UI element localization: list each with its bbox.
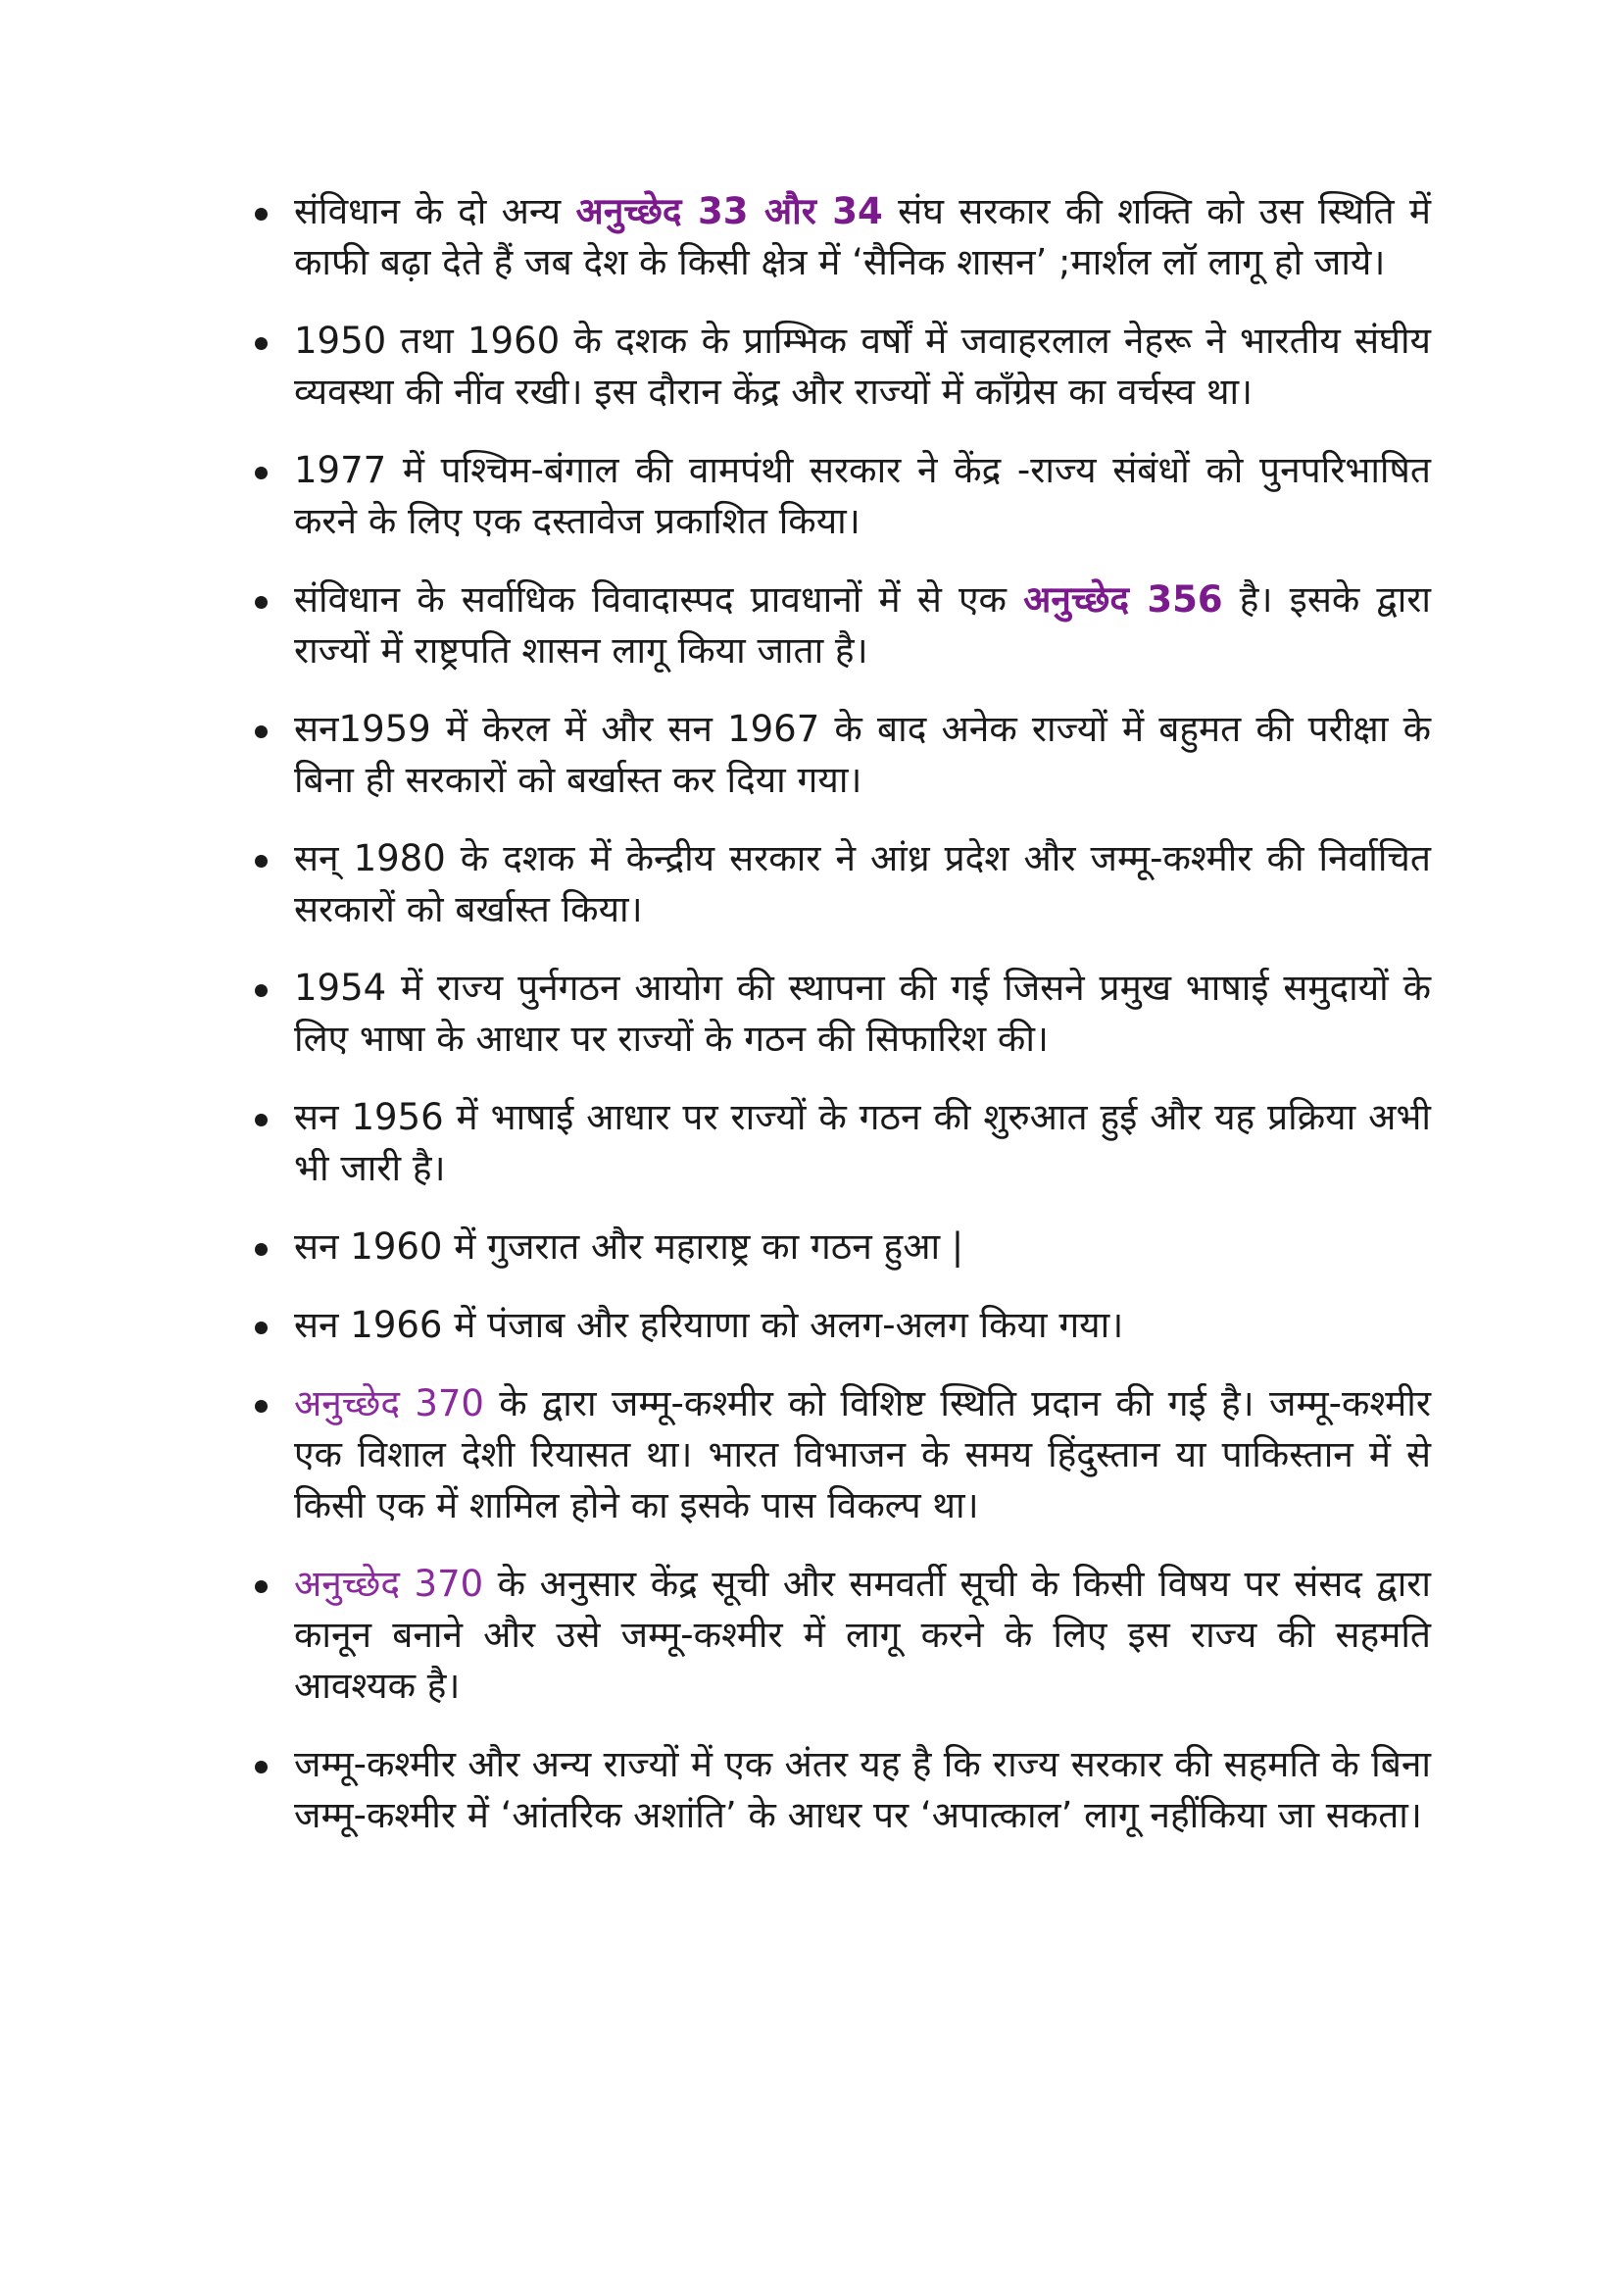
item-text: 1977 में पश्चिम-बंगाल की वामपंथी सरकार ने केंद्र -राज्य संबंधों को पुनपरिभाषित करने के लिए एक दस्तावेज प्रकाशित किया।: [294, 449, 1431, 542]
bullet-icon: [255, 596, 268, 609]
list-item: [294, 833, 1431, 935]
bullet-icon: [255, 208, 268, 221]
bullet-icon: [255, 467, 268, 479]
list-item: [294, 1739, 1431, 1841]
article-highlight: अनुच्छेद 356: [1023, 578, 1223, 621]
item-text: सन् 1980 के दशक में केन्द्रीय सरकार ने आंध्र प्रदेश और जम्मू-कश्मीर की निर्वाचित सरकारों को बर्खास्त किया।: [294, 837, 1431, 930]
item-text: संविधान के सर्वाधिक विवादास्पद प्रावधानों में से एक: [294, 578, 1024, 621]
bullet-icon: [255, 1580, 268, 1593]
bullet-icon: [255, 1114, 268, 1126]
bullet-icon: [255, 984, 268, 997]
item-text: सन1959 में केरल में और सन 1967 के बाद अनेक राज्यों में बहुमत की परीक्षा के बिना ही सरकारों को बर्खास्त कर दिया गया।: [294, 708, 1431, 801]
bullet-list: [294, 186, 1431, 1869]
bullet-icon: [255, 855, 268, 868]
item-text: संविधान के दो अन्य: [294, 190, 576, 232]
bullet-icon: [255, 337, 268, 350]
bullet-icon: [255, 1761, 268, 1773]
item-text: 1954 में राज्य पुर्नगठन आयोग की स्थापना की गई जिसने प्रमुख भाषाई समुदायों के लिए भाषा के आधार पर राज्यों के गठन की सिफारिश की।: [294, 967, 1431, 1060]
item-text: है। इसके द्वारा राज्यों में राष्ट्रपति शासन लागू किया जाता है।: [294, 578, 1431, 672]
item-text: सन 1966 में पंजाब और हरियाणा को अलग-अलग किया गया।: [294, 1304, 1124, 1346]
list-item: [294, 1222, 1431, 1273]
list-item: [294, 445, 1431, 547]
article-highlight: अनुच्छेद 33 और 34: [575, 190, 883, 232]
bullet-icon: [255, 725, 268, 738]
bullet-icon: [255, 1322, 268, 1334]
list-item: [294, 316, 1431, 418]
item-text: के अनुसार केंद्र सूची और समवर्ती सूची के किसी विषय पर संसद द्वारा कानून बनाने और उसे जम्मू-कश्मीर में लागू करने के लिए इस राज्य की सहमति आवश्यक है।: [294, 1563, 1431, 1707]
item-text: 1950 तथा 1960 के दशक के प्राम्भिक वर्षों में जवाहरलाल नेहरू ने भारतीय संघीय व्यवस्था की नींव रखी। इस दौरान केंद्र और राज्यों में काँग्रेस का वर्चस्व था।: [294, 320, 1431, 413]
item-text: सन 1956 में भाषाई आधार पर राज्यों के गठन की शुरुआत हुई और यह प्रक्रिया अभी भी जारी है।: [294, 1096, 1431, 1189]
article-highlight: अनुच्छेद 370: [294, 1563, 484, 1605]
item-text: जम्मू-कश्मीर और अन्य राज्यों में एक अंतर यह है कि राज्य सरकार की सहमति के बिना जम्मू-कश्मीर में ‘आंतरिक अशांति’ के आधर पर ‘अपात्काल’ लागू नहींकिया जा सकता।: [294, 1743, 1431, 1836]
list-item: [294, 1092, 1431, 1194]
list-item: [294, 963, 1431, 1065]
list-item: [294, 574, 1431, 676]
bullet-icon: [255, 1243, 268, 1256]
list-item: [294, 1378, 1431, 1531]
list-item: [294, 1300, 1431, 1351]
list-item: [294, 704, 1431, 806]
bullet-icon: [255, 1400, 268, 1413]
item-text: के द्वारा जम्मू-कश्मीर को विशिष्ट स्थिति प्रदान की गई है। जम्मू-कश्मीर एक विशाल देशी रियासत था। भारत विभाजन के समय हिंदुस्तान या पाकिस्तान में से किसी एक में शामिल होने का इसके पास विकल्प था।: [294, 1382, 1431, 1526]
item-text: सन 1960 में गुजरात और महाराष्ट्र का गठन हुआ |: [294, 1225, 964, 1268]
list-item: [294, 1559, 1431, 1712]
list-item: [294, 186, 1431, 288]
item-text: संघ सरकार की शक्ति को उस स्थिति में काफी बढ़ा देते हैं जब देश के किसी क्षेत्र में ‘सैनिक शासन’ ;मार्शल लॉ लागू हो जाये।: [294, 190, 1432, 283]
article-highlight: अनुच्छेद 370: [294, 1382, 484, 1424]
